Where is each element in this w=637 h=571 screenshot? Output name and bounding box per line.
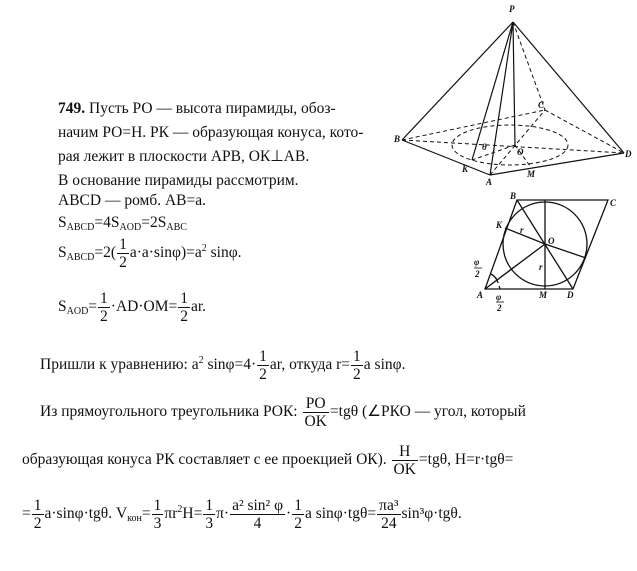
- volume-line: = $\frac{1}{2}$ a·sinφ·tgθ. $V_{кон}=$ $\frac{1}{3}$ $\pi r^2H=$ $\frac{1}{3}$ π· $\frac{\text{a² sin² φ}}{4}$ · $\frac{1}{2}$ a sinφ·tgθ= $\frac{\text{πa³}}{24}$ sin³φ·tgθ.: [22, 497, 462, 532]
- pyr-label-K: K: [462, 164, 469, 174]
- problem-line-1: [58, 100, 336, 118]
- rh-label-M: M: [539, 290, 548, 300]
- rh-phi-den: 2: [475, 269, 480, 279]
- problem-text-1: Пусть РО — высота пирамиды, обоз-: [89, 100, 336, 117]
- pyramid-figure: [395, 0, 637, 185]
- pyr-label-theta: θ: [482, 142, 487, 152]
- rh-label-D: D: [567, 290, 574, 300]
- rh-phi2-den: 2: [497, 303, 502, 313]
- equation-2: $S_{ABCD}=2$( $\frac{1}{2}$ $a\cdot a\cdot\sin\varphi)=a^2$ sinφ.: [58, 236, 242, 271]
- rh-phi2-num: φ: [496, 292, 502, 302]
- problem-line-5: ABCD — ромб. АВ=а.: [58, 192, 206, 209]
- pyr-label-B: B: [394, 134, 401, 144]
- pyr-label-C: C: [538, 100, 545, 110]
- rh-phi-num: φ: [474, 257, 480, 267]
- problem-line-2: начим РО=Н. РК — образующая конуса, кото-: [58, 124, 364, 141]
- rhombus-figure: [470, 191, 630, 313]
- pyr-label-M: M: [527, 169, 536, 179]
- rh-label-K: K: [496, 220, 503, 230]
- rh-label-C: C: [610, 198, 617, 208]
- pyr-label-P: P: [509, 4, 515, 14]
- rh-label-r2: r: [539, 262, 543, 272]
- equation-1: $S_{ABCD}=4S_{AOD}=2S_{ABC}$: [58, 214, 187, 233]
- pyr-label-A: A: [486, 177, 493, 187]
- rh-label-A: A: [477, 290, 484, 300]
- result-line: Пришли к уравнению: $a^2$ sinφ=4· $\frac{1}{2}$ ar, откуда r= $\frac{1}{2}$ a sinφ.: [40, 348, 406, 383]
- equation-3: $S_{AOD}=$ $\frac{1}{2}$ ·AD·OM= $\frac{1}{2}$ ar.: [58, 290, 207, 325]
- rh-label-O: O: [548, 236, 555, 246]
- problem-line-4: В основание пирамиды рассмотрим.: [58, 172, 299, 189]
- problem-number: 749.: [58, 100, 86, 117]
- rh-label-r1: r: [520, 225, 524, 235]
- pyr-label-O: O: [517, 147, 524, 157]
- pyr-label-D: D: [625, 149, 632, 159]
- problem-line-3: рая лежит в плоскости АРВ, ОК⊥АВ.: [58, 148, 310, 165]
- rh-label-B: B: [510, 191, 517, 201]
- pok-line: Из прямоугольного треугольника РОК: $\frac{PO}{OK}$ =tgθ (∠РКО — угол, который: [40, 395, 526, 430]
- pok-line-2: образующая конуса РК составляет с ее проекцией ОК). $\frac{H}{OK}$ =tgθ, H=r·tgθ=: [22, 443, 514, 478]
